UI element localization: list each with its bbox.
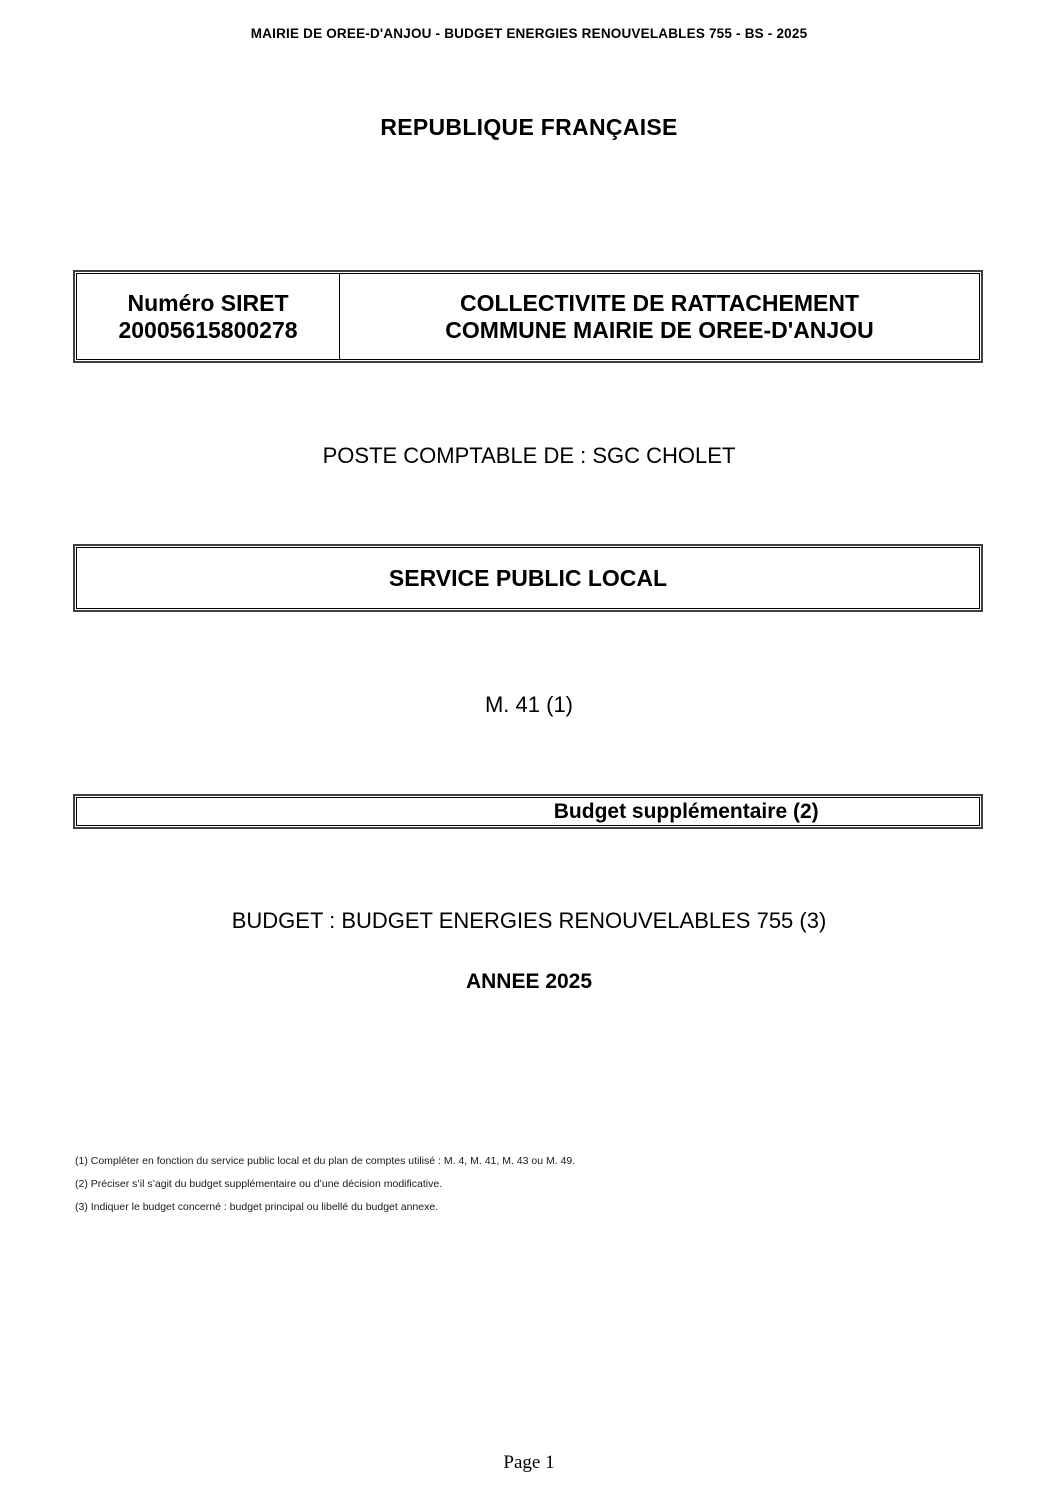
identity-box — [73, 270, 983, 363]
budget-type-label: Budget supplémentaire (2) — [76, 797, 980, 826]
collectivite-name: COMMUNE MAIRIE DE OREE-D'ANJOU — [445, 316, 874, 343]
collectivite-cell — [340, 274, 979, 359]
footnote-1: (1) Compléter en fonction du service public local et du plan de comptes utilisé : M. 4, M. 41, M. 43 ou M. 49. — [75, 1155, 576, 1167]
page-number: Page 1 — [503, 1452, 555, 1473]
document-header: MAIRIE DE OREE-D'ANJOU - BUDGET ENERGIES RENOUVELABLES 755 - BS - 2025 — [250, 26, 808, 41]
identity-box-inner — [76, 273, 980, 360]
budget-type-box — [73, 794, 983, 829]
service-type-title: SERVICE PUBLIC LOCAL — [76, 547, 980, 609]
year-line: ANNEE 2025 — [465, 970, 593, 993]
poste-comptable-line: POSTE COMPTABLE DE : SGC CHOLET — [322, 443, 736, 468]
footnotes — [75, 1150, 983, 1219]
siret-cell — [77, 274, 340, 359]
budget-title-line: BUDGET : BUDGET ENERGIES RENOUVELABLES 755 (3) — [231, 908, 827, 933]
nomenclature-line: M. 41 (1) — [484, 692, 574, 717]
footnote-3: (3) Indiquer le budget concerné : budget principal ou libellé du budget annexe. — [75, 1201, 439, 1213]
republic-title: REPUBLIQUE FRANÇAISE — [380, 114, 678, 140]
footnote-2: (2) Préciser s’il s’agit du budget supplémentaire ou d’une décision modificative. — [75, 1178, 443, 1190]
siret-value: 20005615800278 — [118, 316, 298, 343]
siret-label: Numéro SIRET — [127, 289, 289, 316]
collectivite-title: COLLECTIVITE DE RATTACHEMENT — [459, 289, 860, 316]
service-type-box — [73, 544, 983, 612]
